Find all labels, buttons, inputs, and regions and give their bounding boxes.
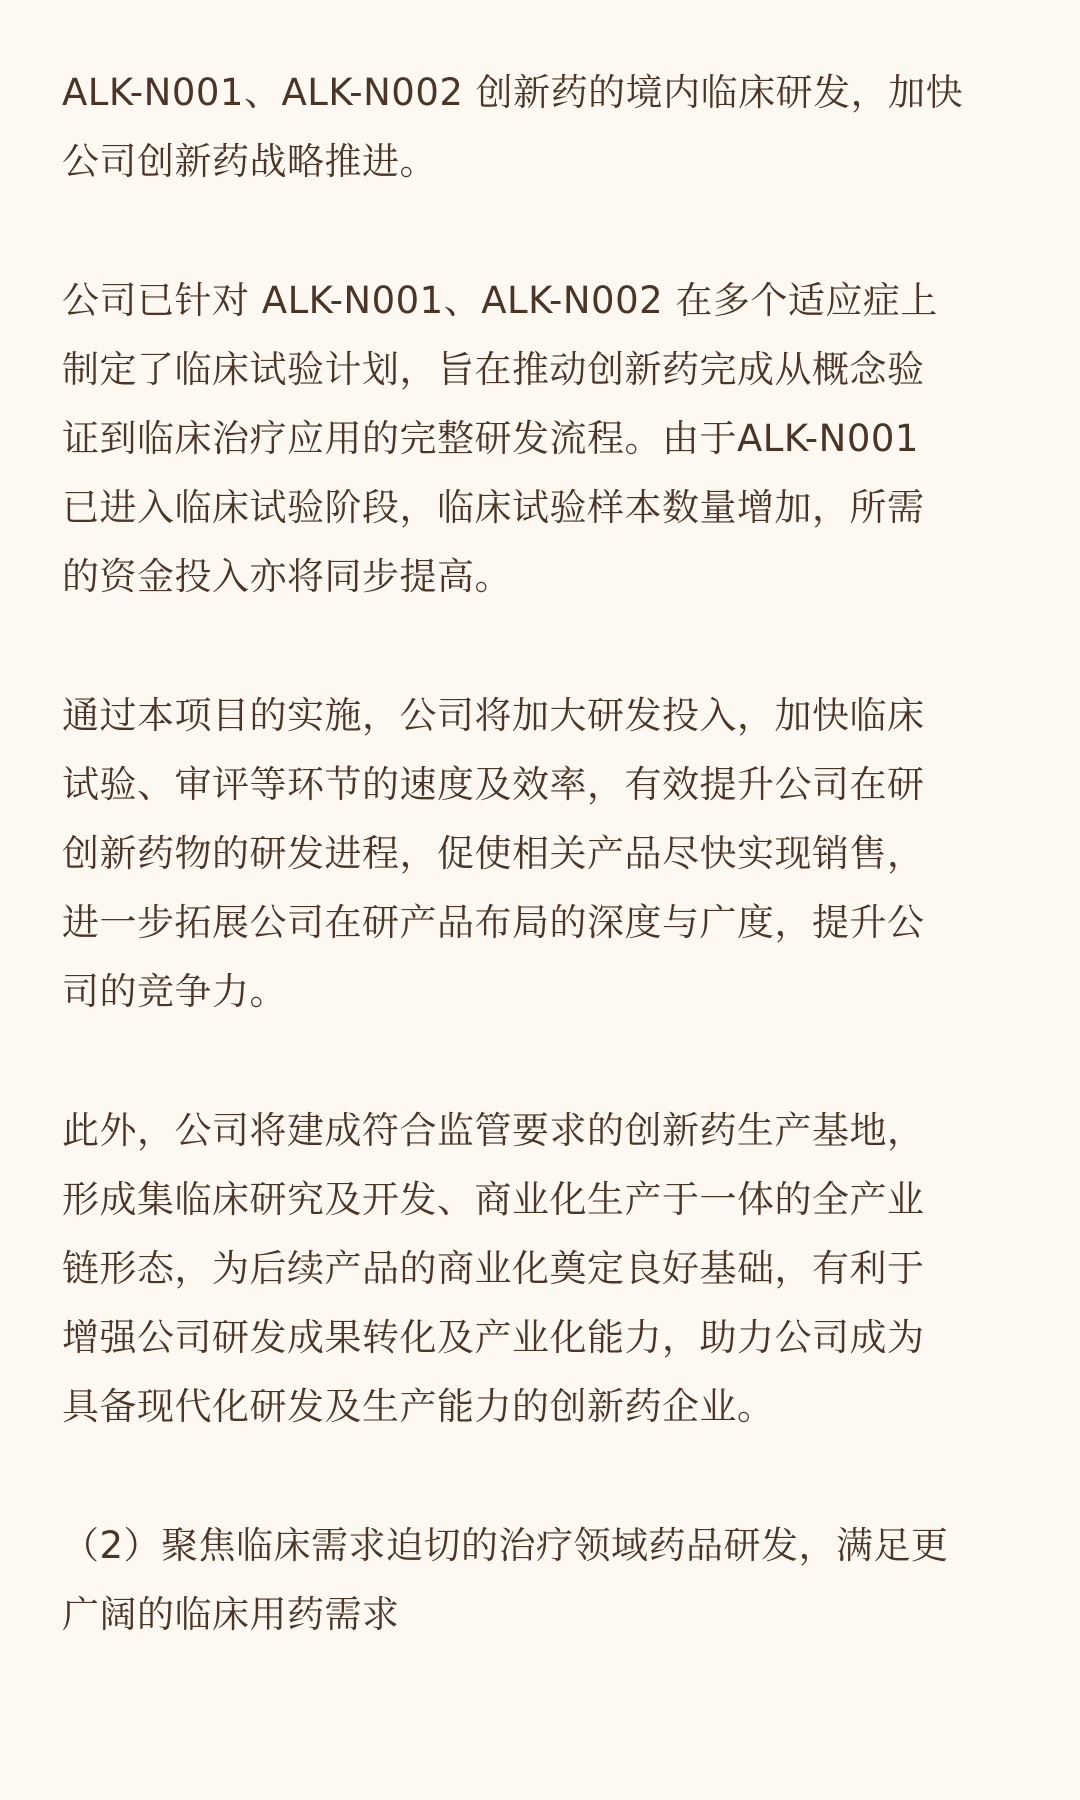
text-line: 增强公司研发成果转化及产业化能力，助力公司成为 [62,1316,925,1359]
section-heading-2 [62,1511,1018,1649]
text-line: 已进入临床试验阶段，临床试验样本数量增加，所需 [62,486,925,529]
text-line: 制定了临床试验计划，旨在推动创新药完成从概念验 [62,348,925,391]
text-line: 创新药物的研发进程，促使相关产品尽快实现销售， [62,832,925,875]
text-line: 公司已针对 ALK-N001、ALK-N002 在多个适应症上 [62,279,938,322]
text-line: 的资金投入亦将同步提高。 [62,555,512,598]
text-line: 证到临床治疗应用的完整研发流程。由于ALK-N001 [62,417,919,460]
paragraph-4 [62,1096,1018,1441]
paragraph-3 [62,681,1018,1026]
text-line: 司的竞争力。 [62,970,287,1013]
text-line: 形成集临床研究及开发、商业化生产于一体的全产业 [62,1178,925,1221]
text-line: 此外，公司将建成符合监管要求的创新药生产基地， [62,1109,925,1152]
paragraph-1 [62,58,1018,196]
text-line: 公司创新药战略推进。 [62,140,437,183]
text-line: ALK-N001、ALK-N002 创新药的境内临床研发，加快 [62,71,964,114]
text-line: 试验、审评等环节的速度及效率，有效提升公司在研 [62,763,925,806]
text-line: （2）聚焦临床需求迫切的治疗领域药品研发，满足更 [62,1524,949,1567]
text-line: 通过本项目的实施，公司将加大研发投入，加快临床 [62,694,925,737]
text-line: 链形态，为后续产品的商业化奠定良好基础，有利于 [62,1247,925,1290]
text-line: 广阔的临床用药需求 [62,1593,400,1636]
text-line: 具备现代化研发及生产能力的创新药企业。 [62,1385,775,1428]
paragraph-2 [62,266,1018,611]
text-line: 进一步拓展公司在研产品布局的深度与广度，提升公 [62,901,925,944]
